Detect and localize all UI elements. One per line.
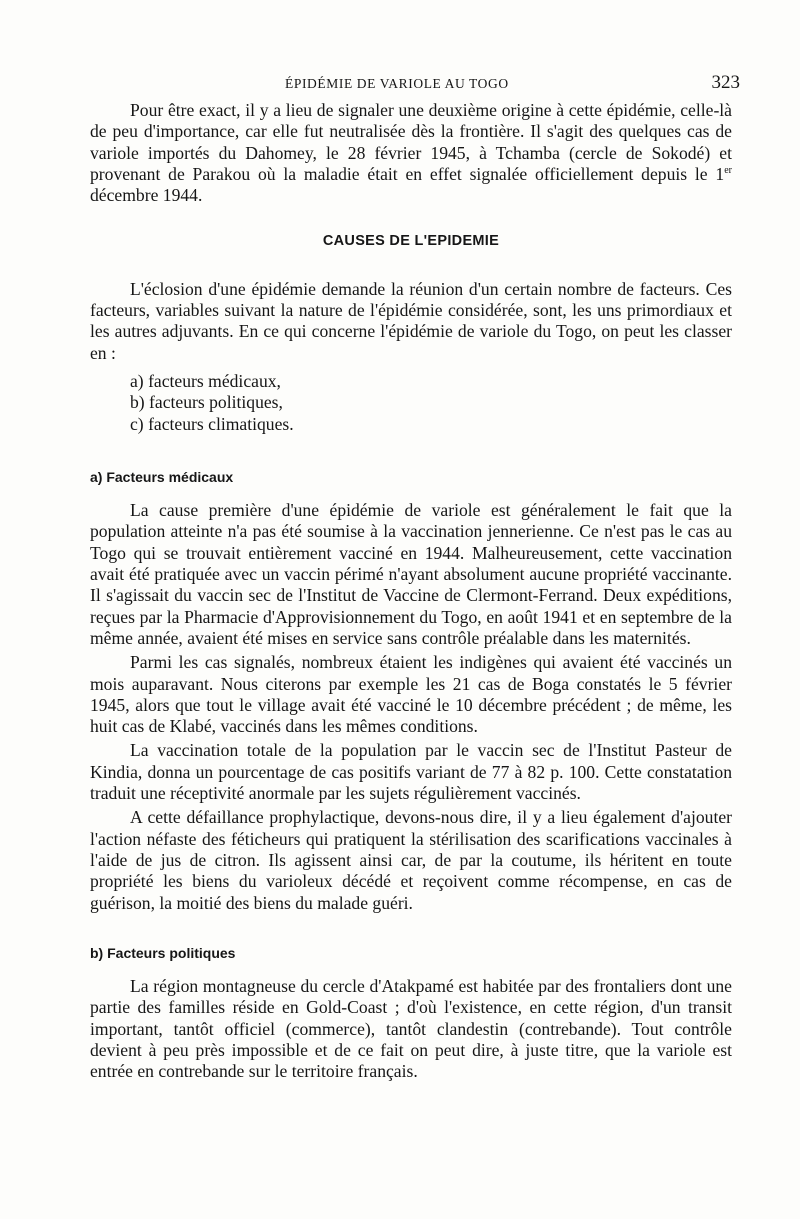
paragraph: La cause première d'une épidémie de variole est généralement le fait que la population atteinte n'a pas été soumise à la vaccination jennerienne. Ce n'est pas le cas au Togo qui se trouvait entièrement vacciné en 1944. Malheureusement, cette vaccination avait été pratiquée avec un vaccin périmé n'ayant absolument aucune propriété vaccinante. Il s'agissait du vaccin sec de l'Institut de Vaccine de Clermont-Ferrand. Deux expéditions, reçues par la Pharmacie d'Approvisionnement du Togo, en août 1941 et en septembre de la même année, avaient été mises en service sans contrôle préalable dans les maternités. xyxy=(90,500,732,648)
list-item: a) facteurs médicaux, xyxy=(130,370,281,391)
running-title: ÉPIDÉMIE DE VARIOLE AU TOGO xyxy=(285,76,509,91)
page-body xyxy=(90,100,732,1086)
paragraph: A cette défaillance prophylactique, devons-nous dire, il y a lieu également d'ajouter l'action néfaste des féticheurs qui pratiquent la stérilisation des scarifications vaccinales à l'aide de jus de citron. Ils agissent ainsi car, de par la coutume, ils héritent en toute propriété les biens du varioleux décédé et reçoivent comme récompense, en cas de guérison, la moitié des biens du malade guéri. xyxy=(90,807,732,913)
section-intro-paragraph: L'éclosion d'une épidémie demande la réunion d'un certain nombre de facteurs. Ces facteurs, variables suivant la nature de l'épidémie considérée, sont, les uns primordiaux et les autres adjuvants. En ce qui concerne l'épidémie de variole du Togo, on peut les classer en : xyxy=(90,278,732,363)
running-header xyxy=(90,72,740,96)
ordinal-superscript: er xyxy=(724,165,732,177)
paragraph: Parmi les cas signalés, nombreux étaient les indigènes qui avaient été vaccinés un mois auparavant. Nous citerons par exemple les 21 cas de Boga constatés le 5 février 1945, alors que tout le village avait été vacciné le 10 décembre précédent ; de même, les huit cas de Klabé, vaccinés dans les mêmes conditions. xyxy=(90,652,732,737)
list-item: b) facteurs politiques, xyxy=(130,392,283,413)
intro-text: Pour être exact, il y a lieu de signaler une deuxième origine à cette épidémie, celle-là de peu d'importance, car elle fut neutralisée dès la frontière. Il s'agit des quelques cas de variole importés du Dahomey, le 28 février 1945, à Tchamba (cercle de Sokodé) et provenant de Parakou où la maladie était en effet signalée officiellement depuis le 1 xyxy=(90,100,732,184)
intro-paragraph xyxy=(90,100,732,206)
paragraph: La région montagneuse du cercle d'Atakpamé est habitée par des frontaliers dont une partie des familles réside en Gold-Coast ; d'où l'existence, en cette région, d'un transit important, tantôt officiel (commerce), tantôt clandestin (contrebande). Tout contrôle devient à peu près impossible et de ce fait on peut dire, à juste titre, que la variole est entrée en contrebande sur le territoire français. xyxy=(90,976,732,1082)
page-number: 323 xyxy=(711,72,740,93)
paragraph: La vaccination totale de la population par le vaccin sec de l'Institut Pasteur de Kindia, donna un pourcentage de cas positifs variant de 77 à 82 p. 100. Cette constatation traduit une réceptivité anormale par les sujets régulièrement vaccinés. xyxy=(90,740,732,804)
factor-list xyxy=(130,371,732,435)
list-item: c) facteurs climatiques. xyxy=(130,413,294,434)
intro-text-end: décembre 1944. xyxy=(90,185,203,206)
subheading-medical-factors: a) Facteurs médicaux xyxy=(90,468,234,485)
subheading-political-factors: b) Facteurs politiques xyxy=(90,944,236,961)
section-title: CAUSES DE L'EPIDEMIE xyxy=(322,233,500,250)
